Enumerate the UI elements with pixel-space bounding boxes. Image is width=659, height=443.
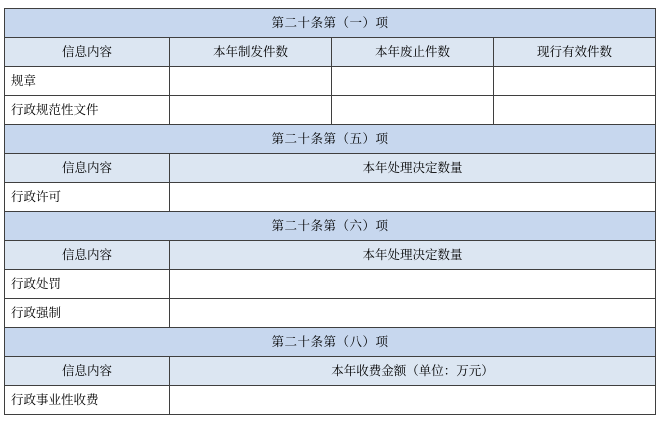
row-label: 行政事业性收费 [5,386,170,415]
column-header-issued-count: 本年制发件数 [170,38,332,67]
table-header-row [5,154,656,183]
section-title-row [5,9,656,38]
section-title-row [5,125,656,154]
row-label: 行政处罚 [5,270,170,299]
table-row [5,183,656,212]
data-cell[interactable] [494,96,656,125]
data-cell[interactable] [332,67,494,96]
data-cell[interactable] [170,67,332,96]
table-row [5,67,656,96]
section-title-row [5,328,656,357]
section-title: 第二十条第（六）项 [5,212,656,241]
section-title: 第二十条第（一）项 [5,9,656,38]
column-header-decision-count: 本年处理决定数量 [170,241,656,270]
column-header-info-content: 信息内容 [5,38,170,67]
table-header-row [5,38,656,67]
data-cell[interactable] [170,299,656,328]
table-row [5,96,656,125]
row-label: 行政强制 [5,299,170,328]
data-cell[interactable] [170,96,332,125]
data-cell[interactable] [170,270,656,299]
data-cell[interactable] [494,67,656,96]
column-header-decision-count: 本年处理决定数量 [170,154,656,183]
table-row [5,386,656,415]
row-label: 行政许可 [5,183,170,212]
column-header-abolished-count: 本年废止件数 [332,38,494,67]
column-header-info-content: 信息内容 [5,241,170,270]
row-label: 行政规范性文件 [5,96,170,125]
table-header-row [5,241,656,270]
document-sheet [0,8,659,443]
disclosure-statistics-table [4,8,656,415]
table-row [5,299,656,328]
data-cell[interactable] [332,96,494,125]
table-header-row [5,357,656,386]
section-title: 第二十条第（五）项 [5,125,656,154]
table-row [5,270,656,299]
column-header-fee-amount: 本年收费金额（单位：万元） [170,357,656,386]
data-cell[interactable] [170,183,656,212]
data-cell[interactable] [170,386,656,415]
section-title: 第二十条第（八）项 [5,328,656,357]
row-label: 规章 [5,67,170,96]
column-header-effective-count: 现行有效件数 [494,38,656,67]
column-header-info-content: 信息内容 [5,154,170,183]
section-title-row [5,212,656,241]
column-header-info-content: 信息内容 [5,357,170,386]
